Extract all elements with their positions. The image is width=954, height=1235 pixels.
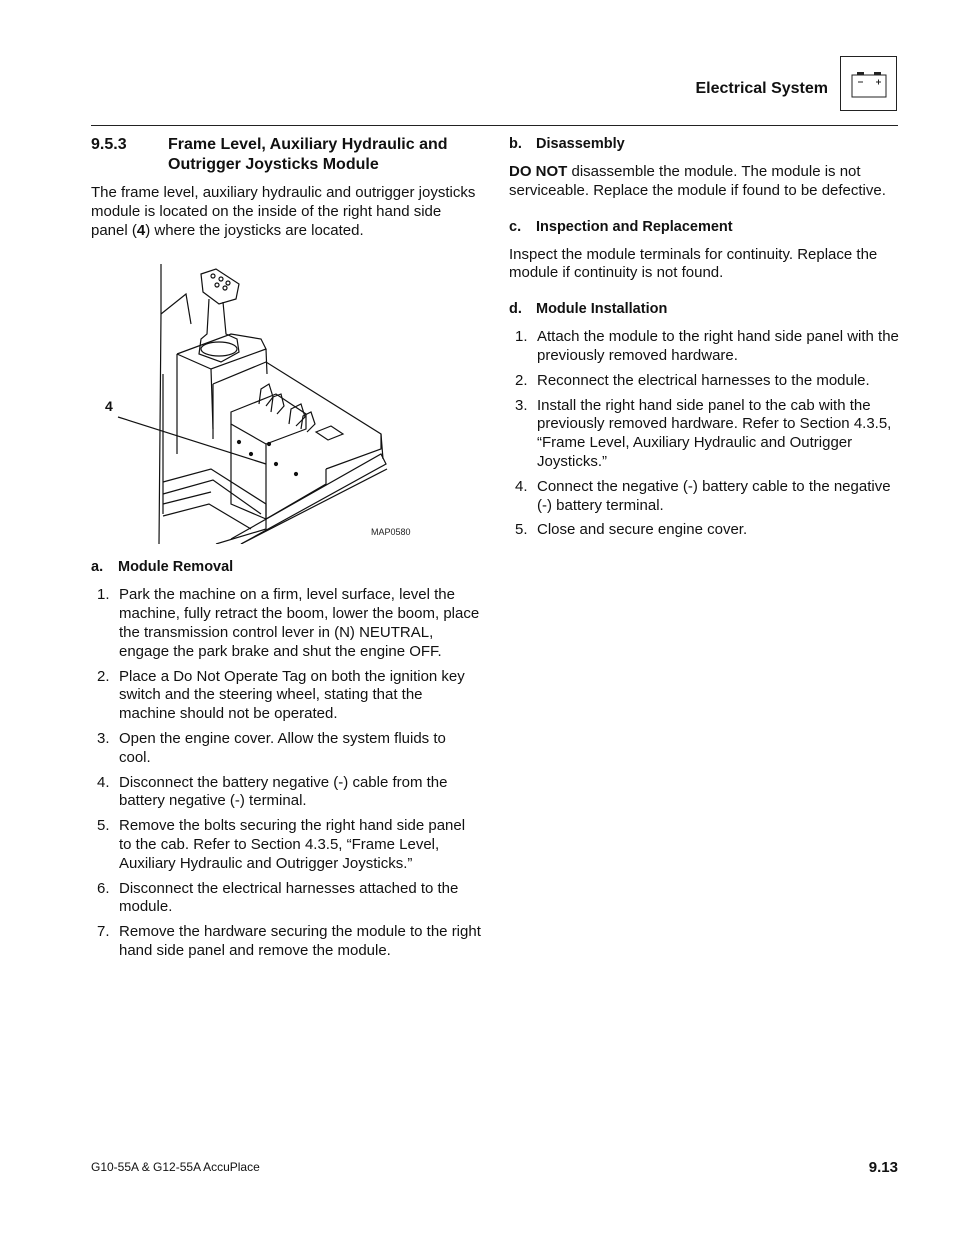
inspection-paragraph: Inspect the module terminals for continuity. Replace the module if continuity is not found. xyxy=(509,245,878,282)
disassembly-title: Disassembly xyxy=(536,136,625,152)
removal-step xyxy=(91,730,481,768)
disassembly-letter: b. xyxy=(509,136,522,152)
step-text: Open the engine cover. Allow the system fluids to cool. xyxy=(119,729,446,766)
page-number: 9.13 xyxy=(868,1159,898,1176)
removal-step xyxy=(91,923,481,961)
disassembly-text: disassemble the module. The module is not serviceable. Replace the module if found to be defective. xyxy=(509,163,886,199)
step-text: Disconnect the electrical harnesses attached to the module. xyxy=(119,879,459,916)
step-number: 5. xyxy=(97,817,110,835)
installation-step xyxy=(509,478,901,516)
step-text: Connect the negative (-) battery cable to the negative (-) battery terminal. xyxy=(537,477,891,514)
step-text: Remove the hardware securing the module to the right hand side panel and remove the module. xyxy=(119,923,481,959)
header-rule xyxy=(91,125,898,126)
disassembly-paragraph xyxy=(509,163,901,201)
section-heading xyxy=(91,135,481,175)
section-number: 9.5.3 xyxy=(91,136,127,153)
figure-callout-4: 4 xyxy=(105,398,113,415)
installation-step xyxy=(509,521,901,540)
installation-step xyxy=(509,372,901,391)
installation-step xyxy=(509,328,901,366)
removal-step xyxy=(91,817,481,873)
module-removal-title: Module Removal xyxy=(118,559,234,576)
step-number: 3. xyxy=(97,729,110,747)
step-text: Reconnect the electrical harnesses to the module. xyxy=(537,371,870,389)
left-column xyxy=(91,135,481,967)
module-removal-heading xyxy=(91,558,481,576)
removal-step xyxy=(91,774,481,812)
disassembly-heading xyxy=(509,135,901,153)
header-section-title: Electrical System xyxy=(695,80,828,97)
battery-icon xyxy=(840,56,897,111)
section-title: Frame Level, Auxiliary Hydraulic and Outrigger Joysticks Module xyxy=(168,136,448,173)
module-drawing xyxy=(91,254,481,544)
intro-text-1: The frame level, auxiliary hydraulic and outrigger joysticks module is located on the inside of the right hand side panel ( xyxy=(91,184,476,239)
step-number: 4. xyxy=(515,477,528,495)
step-number: 6. xyxy=(97,879,110,897)
inspection-title: Inspection and Replacement xyxy=(536,218,733,235)
module-illustration xyxy=(91,254,481,544)
step-text: Remove the bolts securing the right hand side panel to the cab. Refer to Section 4.3.5, “Frame Level, Auxiliary Hydraulic and Outrigger Joysticks.” xyxy=(119,817,466,872)
intro-callout-ref: 4 xyxy=(136,221,146,239)
inspection-heading xyxy=(509,218,901,236)
step-number: 4. xyxy=(97,773,110,791)
installation-letter: d. xyxy=(509,301,522,318)
disassembly-warning: DO NOT xyxy=(509,163,568,180)
step-number: 2. xyxy=(97,667,110,685)
step-number: 1. xyxy=(515,328,528,346)
module-removal-letter: a. xyxy=(91,559,104,576)
module-removal-steps xyxy=(91,586,481,960)
removal-step xyxy=(91,668,481,724)
right-column xyxy=(509,135,901,546)
step-text: Place a Do Not Operate Tag on both the ignition key switch and the steering wheel, stating that the machine should not be operated. xyxy=(119,667,465,723)
step-text: Close and secure engine cover. xyxy=(537,521,748,539)
footer-model: G10-55A & G12-55A AccuPlace xyxy=(91,1160,260,1174)
step-text: Disconnect the battery negative (-) cable from the battery negative (-) terminal. xyxy=(119,773,448,810)
installation-title: Module Installation xyxy=(536,301,668,318)
step-text: Park the machine on a firm, level surface, level the machine, fully retract the boom, lower the boom, place the transmission control lever in (N) NEUTRAL, engage the park brake and shut the engine OFF. xyxy=(119,586,480,660)
module-installation-steps xyxy=(509,328,901,540)
removal-step xyxy=(91,880,481,918)
installation-step xyxy=(509,397,901,472)
intro-paragraph xyxy=(91,184,481,240)
step-text: Attach the module to the right hand side panel with the previously removed hardware. xyxy=(537,328,899,364)
step-number: 7. xyxy=(97,923,110,941)
step-number: 5. xyxy=(515,521,528,539)
step-text: Install the right hand side panel to the cab with the previously removed hardware. Refer to Section 4.3.5, “Frame Level, Auxiliary Hydraulic and Outrigger Joysticks.” xyxy=(537,396,892,470)
figure-code: MAP0580 xyxy=(371,527,411,538)
step-number: 1. xyxy=(97,586,110,604)
step-number: 3. xyxy=(515,396,528,414)
intro-text-2: ) where the joysticks are located. xyxy=(145,221,364,239)
step-number: 2. xyxy=(515,371,528,389)
removal-step xyxy=(91,586,481,661)
installation-heading xyxy=(509,300,901,318)
inspection-letter: c. xyxy=(509,218,522,235)
